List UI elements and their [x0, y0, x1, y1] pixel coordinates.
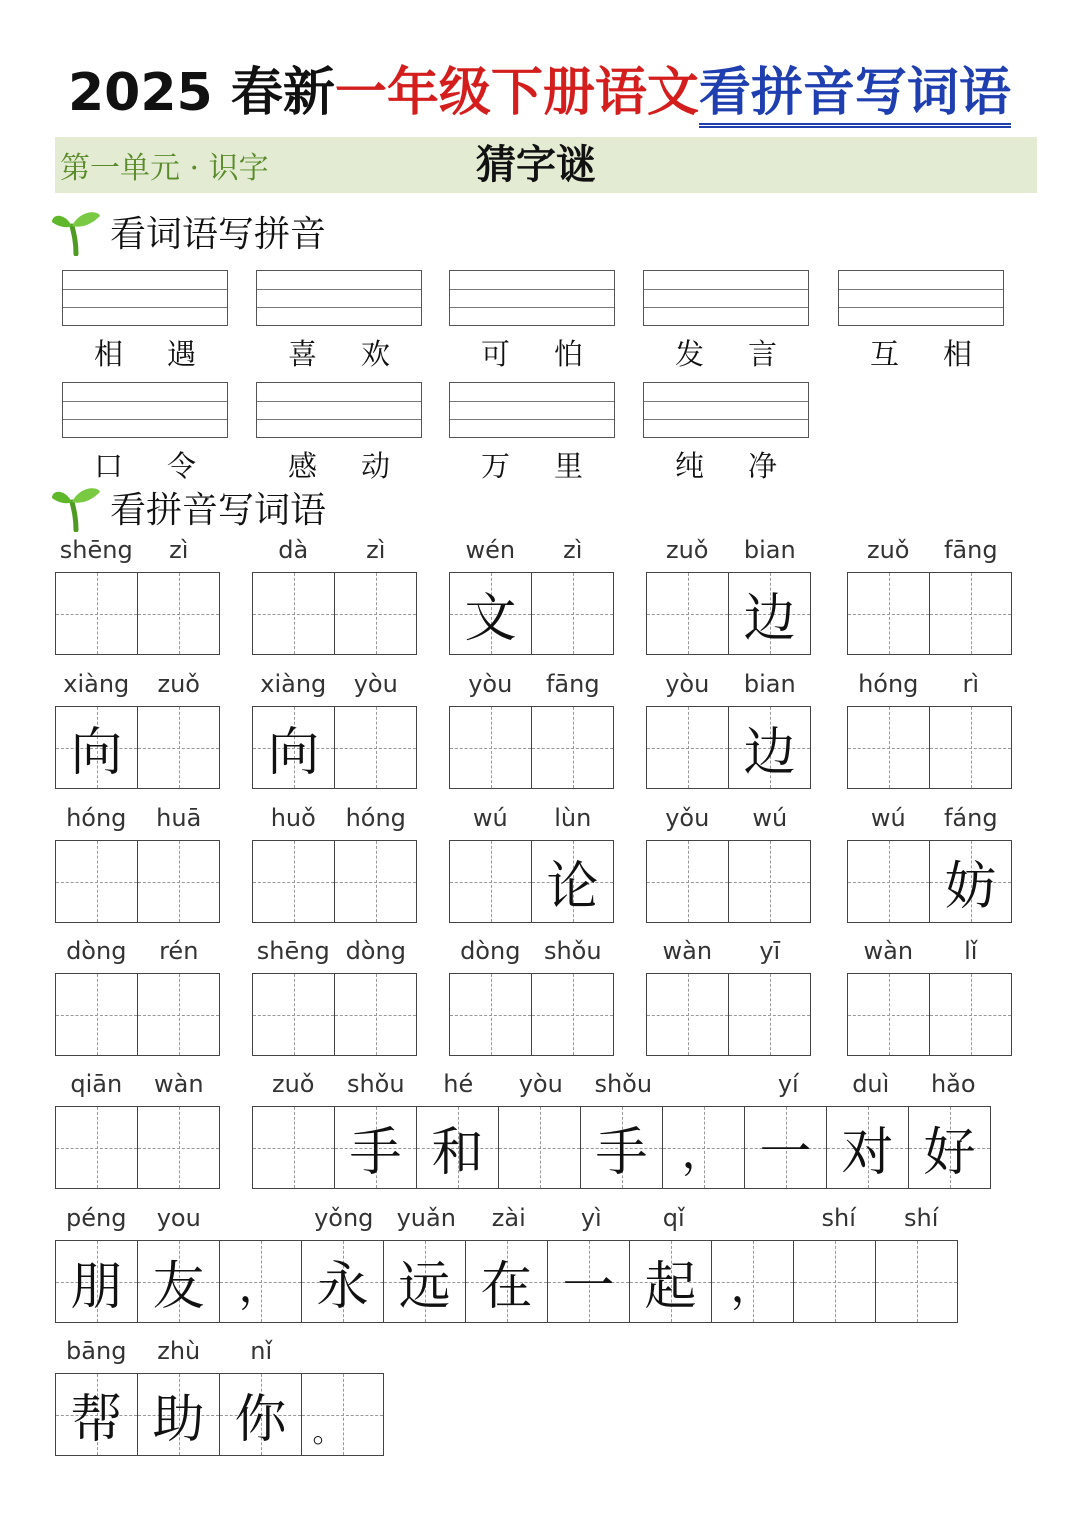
- pinyin-label: dà: [278, 536, 309, 564]
- tianzige-grid: [646, 840, 811, 923]
- pinyin-label: dòng: [66, 937, 127, 965]
- pinyin-label: yǒng: [314, 1204, 374, 1232]
- tianzige-grid: [646, 572, 811, 655]
- pinyin-label: zuǒ: [272, 1070, 315, 1098]
- word-char: 纯: [674, 449, 704, 483]
- pinyin-writing-box[interactable]: [449, 382, 615, 438]
- pinyin-label: dòng: [345, 937, 406, 965]
- word-char: 言: [747, 337, 777, 371]
- sprout-icon: [50, 482, 102, 532]
- tianzige-grid: [55, 840, 220, 923]
- word-label: [838, 332, 1004, 372]
- pinyin-label: you: [156, 1204, 201, 1232]
- tianzige-grid: [449, 572, 614, 655]
- pinyin-label: zì: [169, 536, 189, 564]
- word-char: 发: [674, 337, 704, 371]
- word-char: 口: [93, 449, 123, 483]
- grid-char: 手: [595, 1123, 648, 1183]
- grid-cell-empty[interactable]: [138, 974, 220, 1055]
- pinyin-label: wàn: [153, 1070, 204, 1098]
- tianzige-grid: [252, 572, 417, 655]
- grid-char: 永: [316, 1257, 369, 1317]
- pinyin-label: rì: [962, 670, 980, 698]
- title-part3: 看拼音写词语: [699, 63, 1011, 128]
- grid-char: 起: [644, 1257, 697, 1317]
- grid-cell-filled: [581, 1107, 663, 1188]
- pinyin-label: shǒu: [346, 1070, 405, 1098]
- word-label: [62, 444, 228, 484]
- grid-cell-empty[interactable]: [647, 974, 729, 1055]
- tianzige-grid: [847, 706, 1012, 789]
- word-label: [643, 444, 809, 484]
- grid-cell-filled: [56, 1374, 138, 1455]
- grid-cell-empty[interactable]: [848, 573, 930, 654]
- grid-cell-empty[interactable]: [848, 841, 930, 922]
- tianzige-grid: [55, 973, 220, 1056]
- grid-cell-filled: [335, 1107, 417, 1188]
- pinyin-label: yòu: [518, 1070, 563, 1098]
- pinyin-label: wú: [472, 804, 508, 832]
- word-char: 欢: [360, 337, 390, 371]
- grid-cell-filled: [220, 1374, 302, 1455]
- grid-cell-empty[interactable]: [848, 707, 930, 788]
- grid-cell-filled: [930, 841, 1012, 922]
- pinyin-label: zuǒ: [666, 536, 709, 564]
- grid-char: 边: [743, 723, 796, 783]
- grid-char: 你: [234, 1390, 287, 1450]
- tianzige-grid: [55, 1240, 958, 1323]
- grid-cell-empty[interactable]: [794, 1241, 876, 1322]
- grid-cell-empty[interactable]: [532, 573, 614, 654]
- pinyin-label: zài: [491, 1204, 526, 1232]
- grid-cell-empty[interactable]: [253, 841, 335, 922]
- grid-cell-empty[interactable]: [335, 573, 417, 654]
- word-char: 感: [287, 449, 317, 483]
- grid-cell-filled: [56, 707, 138, 788]
- pinyin-label: zhù: [157, 1337, 201, 1365]
- pinyin-label: wú: [752, 804, 788, 832]
- title-part2: 一年级下册语文: [334, 63, 699, 123]
- word-label: [256, 444, 422, 484]
- grid-cell-filled: [466, 1241, 548, 1322]
- grid-cell-empty[interactable]: [532, 974, 614, 1055]
- section-heading-2: [50, 482, 326, 532]
- grid-char: 远: [398, 1257, 451, 1317]
- pinyin-writing-box[interactable]: [62, 382, 228, 438]
- pinyin-label: wú: [870, 804, 906, 832]
- pinyin-label: fāng: [943, 536, 998, 564]
- grid-char: 好: [923, 1123, 976, 1183]
- grid-cell-filled: [384, 1241, 466, 1322]
- grid-cell-filled: [663, 1107, 745, 1188]
- pinyin-label: yí: [777, 1070, 799, 1098]
- tianzige-grid: [252, 706, 417, 789]
- grid-cell-empty[interactable]: [138, 841, 220, 922]
- pinyin-writing-box[interactable]: [643, 382, 809, 438]
- grid-char: 一: [759, 1123, 812, 1183]
- pinyin-label: xiàng: [260, 670, 327, 698]
- grid-cell-filled: [302, 1241, 384, 1322]
- sprout-icon: [50, 206, 102, 256]
- pinyin-writing-box[interactable]: [643, 270, 809, 326]
- pinyin-label: fāng: [545, 670, 600, 698]
- grid-cell-empty[interactable]: [335, 707, 417, 788]
- grid-cell-empty[interactable]: [450, 707, 532, 788]
- grid-char: 一: [562, 1257, 615, 1317]
- pinyin-label: yǒu: [665, 804, 710, 832]
- grid-cell-empty[interactable]: [930, 573, 1012, 654]
- word-char: 万: [480, 449, 510, 483]
- pinyin-label: lǐ: [964, 937, 978, 965]
- tianzige-grid: [252, 840, 417, 923]
- pinyin-label: shēng: [256, 937, 330, 965]
- grid-cell-empty[interactable]: [729, 974, 811, 1055]
- grid-cell-empty[interactable]: [56, 1107, 138, 1188]
- grid-cell-empty[interactable]: [253, 573, 335, 654]
- tianzige-grid: [252, 1106, 991, 1189]
- section-heading-text: 看词语写拼音: [110, 213, 327, 255]
- pinyin-label: yī: [759, 937, 781, 965]
- pinyin-label: duì: [852, 1070, 890, 1098]
- grid-cell-filled: [745, 1107, 827, 1188]
- pinyin-label: lùn: [554, 804, 592, 832]
- tianzige-grid: [252, 973, 417, 1056]
- grid-cell-empty[interactable]: [253, 974, 335, 1055]
- pinyin-label: shǒu: [543, 937, 602, 965]
- grid-cell-filled: [729, 573, 811, 654]
- pinyin-label: hǎo: [930, 1070, 976, 1098]
- pinyin-label: hóng: [858, 670, 919, 698]
- word-char: 令: [166, 449, 196, 483]
- lesson-title: 猜字谜: [476, 141, 596, 188]
- grid-char: 边: [743, 589, 796, 649]
- pinyin-label: qiān: [70, 1070, 123, 1098]
- pinyin-label: yòu: [353, 670, 398, 698]
- grid-cell-empty[interactable]: [450, 974, 532, 1055]
- grid-char: 和: [431, 1123, 484, 1183]
- word-char: 互: [869, 337, 899, 371]
- word-char: 净: [747, 449, 777, 483]
- pinyin-label: bian: [743, 536, 796, 564]
- grid-cell-empty[interactable]: [138, 573, 220, 654]
- grid-char: 论: [546, 857, 599, 917]
- tianzige-grid: [55, 572, 220, 655]
- grid-cell-empty[interactable]: [56, 573, 138, 654]
- grid-cell-filled: [450, 573, 532, 654]
- grid-cell-empty[interactable]: [56, 841, 138, 922]
- grid-char: 。: [312, 1415, 343, 1450]
- grid-cell-filled: [827, 1107, 909, 1188]
- pinyin-label: bāng: [66, 1337, 127, 1365]
- pinyin-label: dòng: [460, 937, 521, 965]
- pinyin-label: yì: [580, 1204, 602, 1232]
- grid-char: 妨: [944, 857, 997, 917]
- pinyin-label: hóng: [66, 804, 127, 832]
- grid-char: 向: [70, 723, 123, 783]
- pinyin-label: huā: [156, 804, 202, 832]
- grid-cell-filled: [138, 1374, 220, 1455]
- pinyin-label: yòu: [468, 670, 513, 698]
- pinyin-label: hóng: [345, 804, 406, 832]
- tianzige-grid: [847, 840, 1012, 923]
- grid-cell-empty[interactable]: [848, 974, 930, 1055]
- pinyin-label: wàn: [863, 937, 914, 965]
- pinyin-writing-box[interactable]: [256, 270, 422, 326]
- grid-cell-filled: [417, 1107, 499, 1188]
- grid-cell-filled: [532, 841, 614, 922]
- pinyin-writing-box[interactable]: [256, 382, 422, 438]
- pinyin-label: hé: [443, 1070, 474, 1098]
- grid-cell-filled: [909, 1107, 991, 1188]
- grid-cell-empty[interactable]: [253, 1107, 335, 1188]
- grid-cell-empty[interactable]: [335, 974, 417, 1055]
- grid-cell-empty[interactable]: [876, 1241, 958, 1322]
- grid-cell-empty[interactable]: [56, 974, 138, 1055]
- section-heading-1: [50, 206, 326, 256]
- grid-char: 朋: [70, 1257, 123, 1317]
- grid-cell-filled: [630, 1241, 712, 1322]
- grid-cell-filled: [548, 1241, 630, 1322]
- grid-char: 向: [267, 723, 320, 783]
- grid-cell-empty[interactable]: [930, 974, 1012, 1055]
- grid-char: 手: [349, 1123, 402, 1183]
- pinyin-label: fáng: [943, 804, 998, 832]
- word-label: [449, 444, 615, 484]
- word-char: 相: [942, 337, 972, 371]
- pinyin-label: bian: [743, 670, 796, 698]
- grid-cell-empty[interactable]: [647, 841, 729, 922]
- tianzige-grid: [449, 706, 614, 789]
- word-char: 相: [93, 337, 123, 371]
- grid-cell-empty[interactable]: [647, 573, 729, 654]
- pinyin-label: wàn: [662, 937, 713, 965]
- grid-cell-empty[interactable]: [532, 707, 614, 788]
- word-label: [62, 332, 228, 372]
- grid-char: 文: [464, 589, 517, 649]
- grid-char: ，: [730, 1261, 775, 1312]
- pinyin-label: zuǒ: [867, 536, 910, 564]
- word-label: [256, 332, 422, 372]
- pinyin-label: shēng: [59, 536, 133, 564]
- grid-cell-empty[interactable]: [450, 841, 532, 922]
- pinyin-writing-box[interactable]: [838, 270, 1004, 326]
- word-label: [449, 332, 615, 372]
- grid-char: ，: [238, 1261, 283, 1312]
- pinyin-writing-box[interactable]: [62, 270, 228, 326]
- grid-cell-filled: [729, 707, 811, 788]
- word-char: 可: [480, 337, 510, 371]
- tianzige-grid: [847, 572, 1012, 655]
- grid-char: 帮: [70, 1390, 123, 1450]
- tianzige-grid: [55, 706, 220, 789]
- pinyin-label: zì: [366, 536, 386, 564]
- pinyin-label: wén: [465, 536, 516, 564]
- grid-char: 在: [480, 1257, 533, 1317]
- pinyin-label: shí: [821, 1204, 856, 1232]
- grid-cell-empty[interactable]: [335, 841, 417, 922]
- tianzige-grid: [55, 1106, 220, 1189]
- grid-char: 友: [152, 1257, 205, 1317]
- grid-cell-filled: [302, 1374, 384, 1455]
- pinyin-label: huǒ: [270, 804, 316, 832]
- grid-cell-empty[interactable]: [729, 841, 811, 922]
- grid-cell-empty[interactable]: [499, 1107, 581, 1188]
- tianzige-grid: [847, 973, 1012, 1056]
- grid-cell-filled: [253, 707, 335, 788]
- pinyin-label: nǐ: [250, 1337, 273, 1365]
- pinyin-label: zuǒ: [157, 670, 200, 698]
- word-char: 动: [360, 449, 390, 483]
- pinyin-writing-box[interactable]: [449, 270, 615, 326]
- word-char: 遇: [166, 337, 196, 371]
- pinyin-label: shí: [904, 1204, 939, 1232]
- tianzige-grid: [646, 706, 811, 789]
- tianzige-grid: [646, 973, 811, 1056]
- grid-char: ，: [681, 1127, 726, 1178]
- tianzige-grid: [55, 1373, 384, 1456]
- title-part1: 春新: [230, 63, 335, 123]
- grid-cell-empty[interactable]: [138, 1107, 220, 1188]
- word-char: 里: [553, 449, 583, 483]
- pinyin-label: zì: [563, 536, 583, 564]
- title-year: 2025: [68, 63, 213, 123]
- grid-cell-empty[interactable]: [138, 707, 220, 788]
- grid-cell-filled: [138, 1241, 220, 1322]
- word-char: 喜: [287, 337, 317, 371]
- word-char: 怕: [553, 337, 583, 371]
- pinyin-label: xiàng: [63, 670, 130, 698]
- pinyin-label: yuǎn: [396, 1204, 456, 1232]
- pinyin-label: shǒu: [594, 1070, 653, 1098]
- page-title: [68, 58, 1011, 128]
- word-label: [643, 332, 809, 372]
- section-heading-text: 看拼音写词语: [110, 489, 327, 531]
- unit-label: 第一单元 · 识字: [60, 151, 269, 186]
- pinyin-label: rén: [159, 937, 199, 965]
- grid-cell-filled: [220, 1241, 302, 1322]
- grid-char: 对: [841, 1123, 894, 1183]
- tianzige-grid: [449, 973, 614, 1056]
- tianzige-grid: [449, 840, 614, 923]
- pinyin-label: péng: [66, 1204, 127, 1232]
- pinyin-label: yòu: [665, 670, 710, 698]
- grid-char: 助: [152, 1390, 205, 1450]
- grid-cell-filled: [712, 1241, 794, 1322]
- grid-cell-empty[interactable]: [930, 707, 1012, 788]
- grid-cell-empty[interactable]: [647, 707, 729, 788]
- pinyin-label: qǐ: [662, 1204, 685, 1232]
- grid-cell-filled: [56, 1241, 138, 1322]
